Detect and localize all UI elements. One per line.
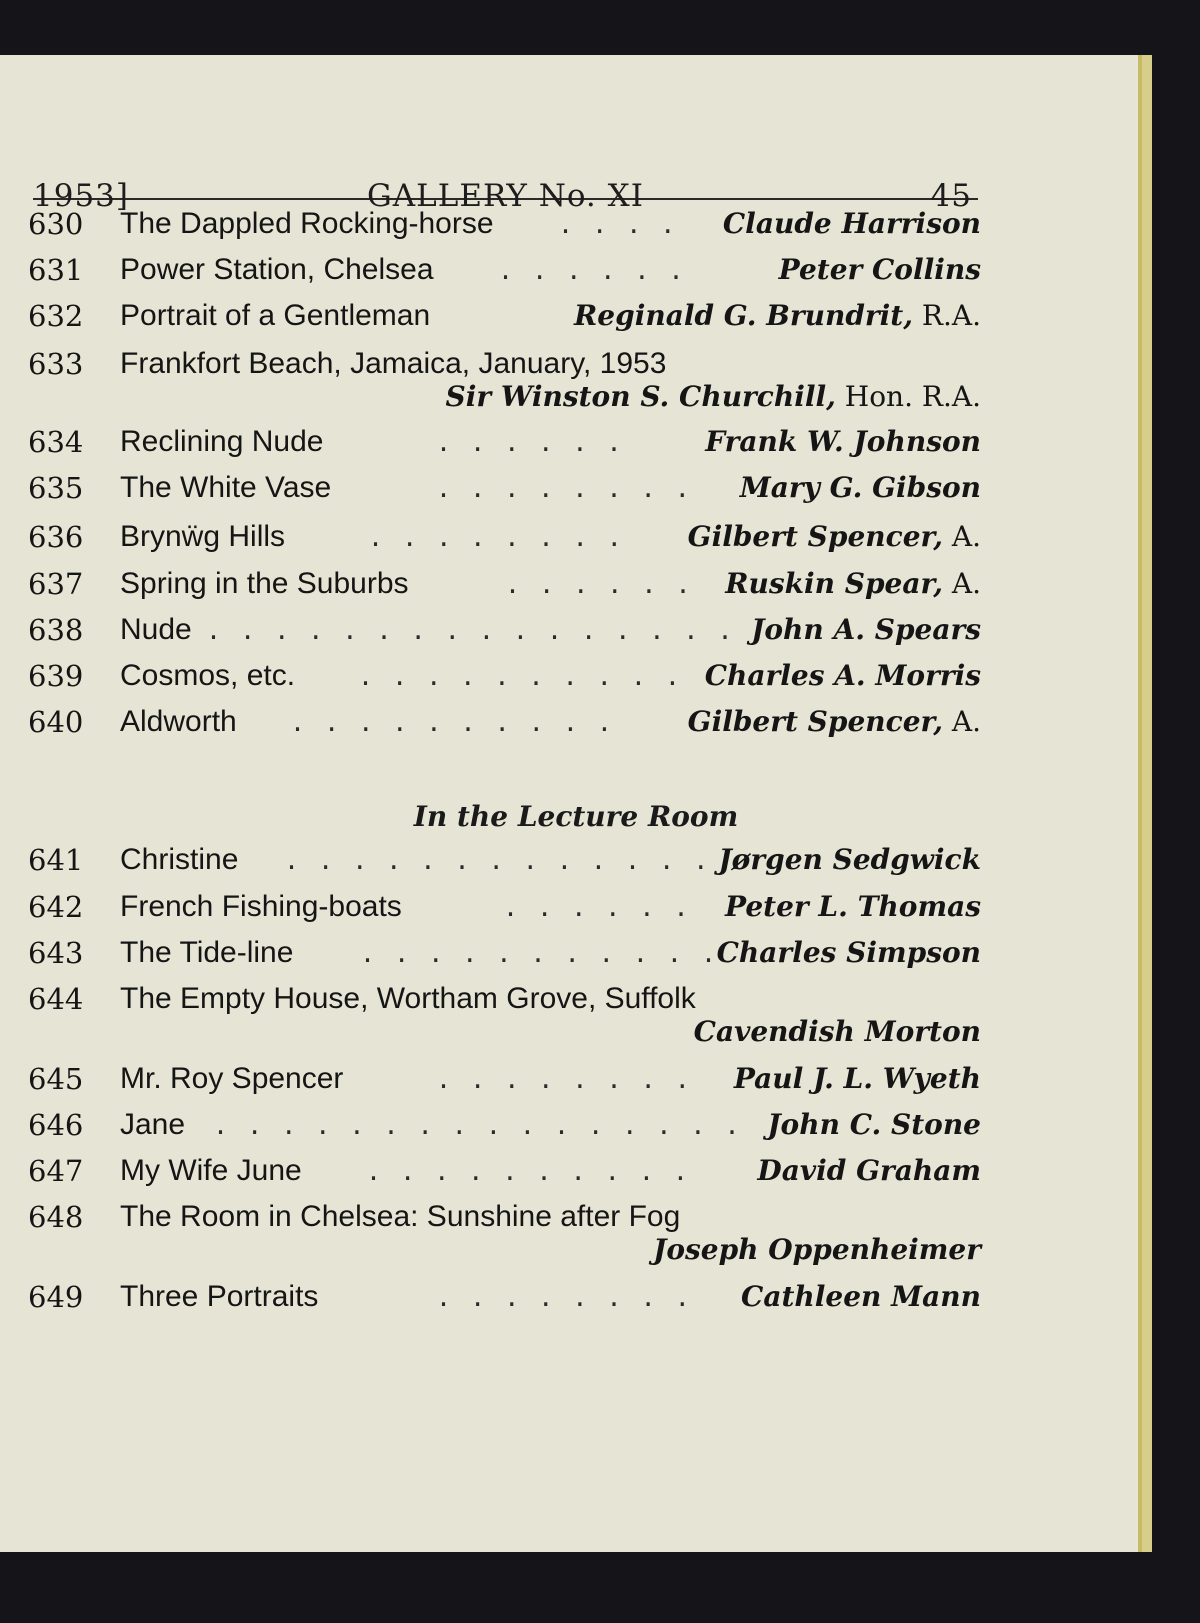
entry-title: Portrait of a Gentleman: [120, 299, 431, 332]
leader-dots: . . . . . . . . . . . .: [360, 939, 753, 968]
entry-artist: Peter L. Thomas: [725, 890, 981, 923]
entry-number: 645: [28, 1062, 84, 1096]
catalogue-entry: [28, 659, 981, 701]
entry-title: Nude: [120, 613, 192, 646]
catalogue-entry: [28, 982, 981, 1062]
entry-title: Three Portraits: [120, 1280, 319, 1313]
entry-number: 633: [28, 347, 84, 381]
entry-artist: John C. Stone: [767, 1108, 981, 1141]
leader-dots: . . . . . . . . . .: [366, 1157, 690, 1186]
entry-title: Power Station, Chelsea: [120, 253, 434, 286]
catalogue-entry: [28, 1062, 981, 1104]
entry-number: 635: [28, 471, 84, 505]
leader-dots: . . . . . . . . . .: [358, 662, 682, 691]
entry-number: 648: [28, 1200, 84, 1234]
entry-artist: Charles Simpson: [716, 936, 981, 969]
entry-number: 630: [28, 207, 84, 241]
entry-title: Frankfort Beach, Jamaica, January, 1953: [120, 347, 667, 380]
leader-dots: . . . . . .: [498, 256, 686, 285]
leader-dots: . . . . . . . . . . . . . . . .: [213, 1111, 742, 1140]
section-heading: In the Lecture Room: [413, 800, 739, 833]
leader-dots: . . . . . .: [505, 570, 693, 599]
catalogue-entry: [28, 936, 981, 978]
entry-title: My Wife June: [120, 1154, 302, 1187]
entry-artist: Reginald G. Brundrit, R.A.: [574, 299, 981, 332]
entry-title: Brynẅg Hills: [120, 520, 286, 553]
entry-number: 639: [28, 659, 84, 693]
catalogue-entry: [28, 705, 981, 747]
leader-dots: . . . . . . . . . . . . . . . .: [206, 616, 735, 645]
entry-title: Reclining Nude: [120, 425, 324, 458]
entry-artist: David Graham: [757, 1154, 981, 1187]
catalogue-entry: [28, 1154, 981, 1196]
entry-artist: Ruskin Spear, A.: [725, 567, 981, 600]
entry-title: The Tide-line: [120, 936, 294, 969]
catalogue-entry: [28, 567, 981, 609]
leader-dots: . . . . . .: [436, 428, 624, 457]
entry-number: 638: [28, 613, 84, 647]
entry-artist: Frank W. Johnson: [705, 425, 981, 458]
entry-artist: Paul J. L. Wyeth: [733, 1062, 981, 1095]
leader-dots: . . . . . . . .: [436, 1065, 692, 1094]
entry-title: The White Vase: [120, 471, 332, 504]
catalogue-entry: [28, 207, 981, 249]
entry-number: 649: [28, 1280, 84, 1314]
entry-number: 643: [28, 936, 84, 970]
catalogue-entry: [28, 299, 981, 341]
entry-artist: Mary G. Gibson: [739, 471, 981, 504]
entry-artist: Gilbert Spencer, A.: [687, 520, 981, 553]
entry-number: 632: [28, 299, 84, 333]
catalogue-entry: [28, 890, 981, 932]
entry-artist: John A. Spears: [751, 613, 981, 646]
entry-number: 631: [28, 253, 84, 287]
entry-title: Christine: [120, 843, 239, 876]
catalogue-entry: [28, 471, 981, 513]
entry-number: 637: [28, 567, 84, 601]
entry-number: 636: [28, 520, 84, 554]
entry-artist: Claude Harrison: [722, 207, 981, 240]
entry-title: The Dappled Rocking-horse: [120, 207, 494, 240]
entry-title: Aldworth: [120, 705, 237, 738]
entry-title: Spring in the Suburbs: [120, 567, 409, 600]
catalogue-entry: [28, 425, 981, 467]
catalogue-entry: [28, 613, 981, 655]
entry-artist: Sir Winston S. Churchill, Hon. R.A.: [445, 380, 981, 413]
catalogue-entry: [28, 1200, 981, 1280]
entry-number: 644: [28, 982, 84, 1016]
entry-artist: Gilbert Spencer, A.: [687, 705, 981, 738]
page-number: 45: [930, 178, 972, 214]
header-year: 1953]: [33, 178, 129, 214]
catalogue-entry: [28, 520, 981, 562]
leader-dots: . . . . . . . .: [368, 523, 624, 552]
entry-number: 641: [28, 843, 84, 877]
entry-title: The Empty House, Wortham Grove, Suffolk: [120, 982, 696, 1015]
entry-artist: Charles A. Morris: [704, 659, 981, 692]
leader-dots: . . . . . . . .: [436, 474, 692, 503]
entry-title: French Fishing-boats: [120, 890, 402, 923]
leader-dots: . . . . . . . .: [436, 1283, 692, 1312]
entry-number: 642: [28, 890, 84, 924]
page-header: [33, 88, 978, 214]
leader-dots: . . . . . .: [503, 893, 691, 922]
entry-artist: Cathleen Mann: [741, 1280, 981, 1313]
entry-title: Mr. Roy Spencer: [120, 1062, 344, 1095]
catalogue-entry: [28, 1280, 981, 1322]
entry-number: 640: [28, 705, 84, 739]
catalogue-entry: [28, 843, 981, 885]
entry-title: The Room in Chelsea: Sunshine after Fog: [120, 1200, 681, 1233]
catalogue-entry: [28, 1108, 981, 1150]
leader-dots: . . . .: [558, 210, 678, 239]
entry-artist: Cavendish Morton: [693, 1015, 981, 1048]
entry-artist: Jørgen Sedgwick: [718, 843, 981, 876]
entry-title: Cosmos, etc.: [120, 659, 296, 692]
catalogue-entry: [28, 347, 981, 427]
entry-number: 646: [28, 1108, 84, 1142]
entry-artist: Joseph Oppenheimer: [653, 1233, 981, 1266]
entry-artist: Peter Collins: [778, 253, 981, 286]
entry-number: 647: [28, 1154, 84, 1188]
header-title: GALLERY No. XI: [367, 178, 644, 214]
leader-dots: . . . . . . . . . .: [290, 708, 614, 737]
entry-number: 634: [28, 425, 84, 459]
leader-dots: . . . . . . . . . . . . . .: [284, 846, 745, 875]
catalogue-entry: [28, 253, 981, 295]
entry-title: Jane: [120, 1108, 186, 1141]
